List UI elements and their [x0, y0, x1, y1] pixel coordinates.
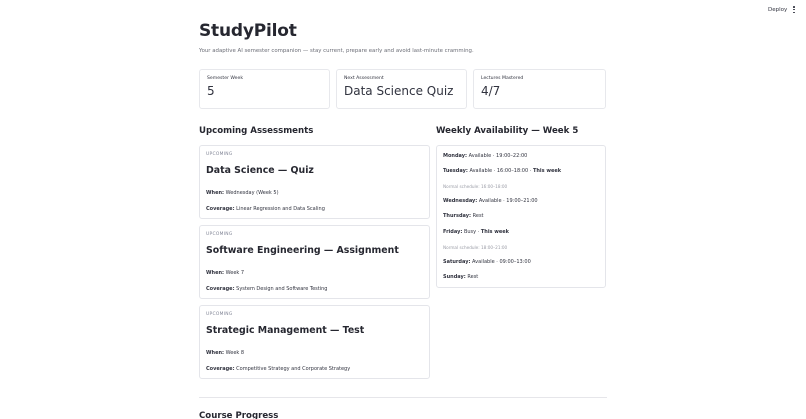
day-label: Saturday: [443, 259, 471, 265]
this-week-flag: This week [480, 229, 510, 235]
when-label: When: [206, 190, 225, 196]
assessment-coverage [206, 286, 327, 292]
course-progress-heading: Course Progress [199, 411, 279, 419]
metric-value: Data Science Quiz [344, 84, 454, 98]
metric-label: Next Assessment [344, 76, 384, 81]
day-label: Monday: [443, 153, 468, 159]
metric-lectures-mastered [473, 69, 606, 109]
assessment-when [206, 190, 279, 196]
coverage-value: Linear Regression and Data Scaling [236, 206, 325, 212]
app-header [0, 0, 806, 22]
metric-semester-week [199, 69, 330, 109]
assessment-card [199, 145, 430, 219]
day-label: Thursday: [443, 213, 472, 219]
availability-panel [436, 145, 606, 288]
assessment-title: Data Science — Quiz [206, 165, 314, 176]
availability-heading: Weekly Availability — Week 5 [436, 126, 579, 136]
metric-value: 4/7 [481, 84, 501, 98]
availability-sunday [443, 274, 478, 280]
assessment-coverage [206, 206, 325, 212]
section-divider [199, 397, 607, 398]
assessment-when [206, 270, 244, 276]
assessment-title: Strategic Management — Test [206, 325, 365, 336]
day-status: Rest [467, 274, 479, 280]
when-value: Week 7 [225, 270, 245, 276]
normal-schedule-note: Normal schedule: 18:00–21:00 [443, 245, 508, 250]
assessment-card [199, 305, 430, 379]
day-label: Friday: [443, 229, 463, 235]
metric-value: 5 [207, 84, 215, 98]
when-value: Week 8 [225, 350, 245, 356]
this-week-flag: This week [532, 168, 562, 174]
metric-next-assessment [336, 69, 467, 109]
status-badge: UPCOMING [206, 312, 233, 317]
vertical-dots-icon[interactable] [792, 6, 796, 15]
availability-tuesday [443, 168, 561, 174]
assessment-title: Software Engineering — Assignment [206, 245, 399, 256]
status-badge: UPCOMING [206, 152, 233, 157]
availability-wednesday [443, 198, 538, 204]
day-status: Available · 19:00–22:00 [468, 153, 528, 159]
when-value: Wednesday (Week 5) [225, 190, 279, 196]
availability-monday [443, 153, 527, 159]
day-status: Available · 16:00–18:00 · [469, 168, 533, 174]
page-tagline: Your adaptive AI semester companion — stay current, prepare early and avoid last-minute cramming. [199, 48, 474, 54]
coverage-label: Coverage: [206, 366, 235, 372]
coverage-value: System Design and Software Testing [236, 286, 328, 292]
coverage-label: Coverage: [206, 206, 235, 212]
day-label: Tuesday: [443, 168, 468, 174]
assessment-card [199, 225, 430, 299]
metric-label: Semester Week [207, 76, 243, 81]
status-badge: UPCOMING [206, 232, 233, 237]
coverage-value: Competitive Strategy and Corporate Strategy [236, 366, 351, 372]
page-title: StudyPilot [199, 21, 297, 41]
when-label: When: [206, 270, 225, 276]
normal-schedule-note: Normal schedule: 16:00–18:00 [443, 184, 508, 189]
assessments-heading: Upcoming Assessments [199, 126, 314, 136]
assessment-coverage [206, 366, 350, 372]
assessment-when [206, 350, 244, 356]
coverage-label: Coverage: [206, 286, 235, 292]
availability-saturday [443, 259, 531, 265]
metric-label: Lectures Mastered [481, 76, 524, 81]
deploy-button[interactable]: Deploy [768, 7, 788, 13]
day-status: Available · 19:00–21:00 [478, 198, 538, 204]
day-status: Available · 09:00–13:00 [472, 259, 531, 265]
day-label: Wednesday: [443, 198, 478, 204]
availability-friday [443, 229, 509, 235]
day-status: Rest [472, 213, 484, 219]
availability-thursday [443, 213, 484, 219]
day-status: Busy · [463, 229, 481, 235]
when-label: When: [206, 350, 225, 356]
day-label: Sunday: [443, 274, 466, 280]
